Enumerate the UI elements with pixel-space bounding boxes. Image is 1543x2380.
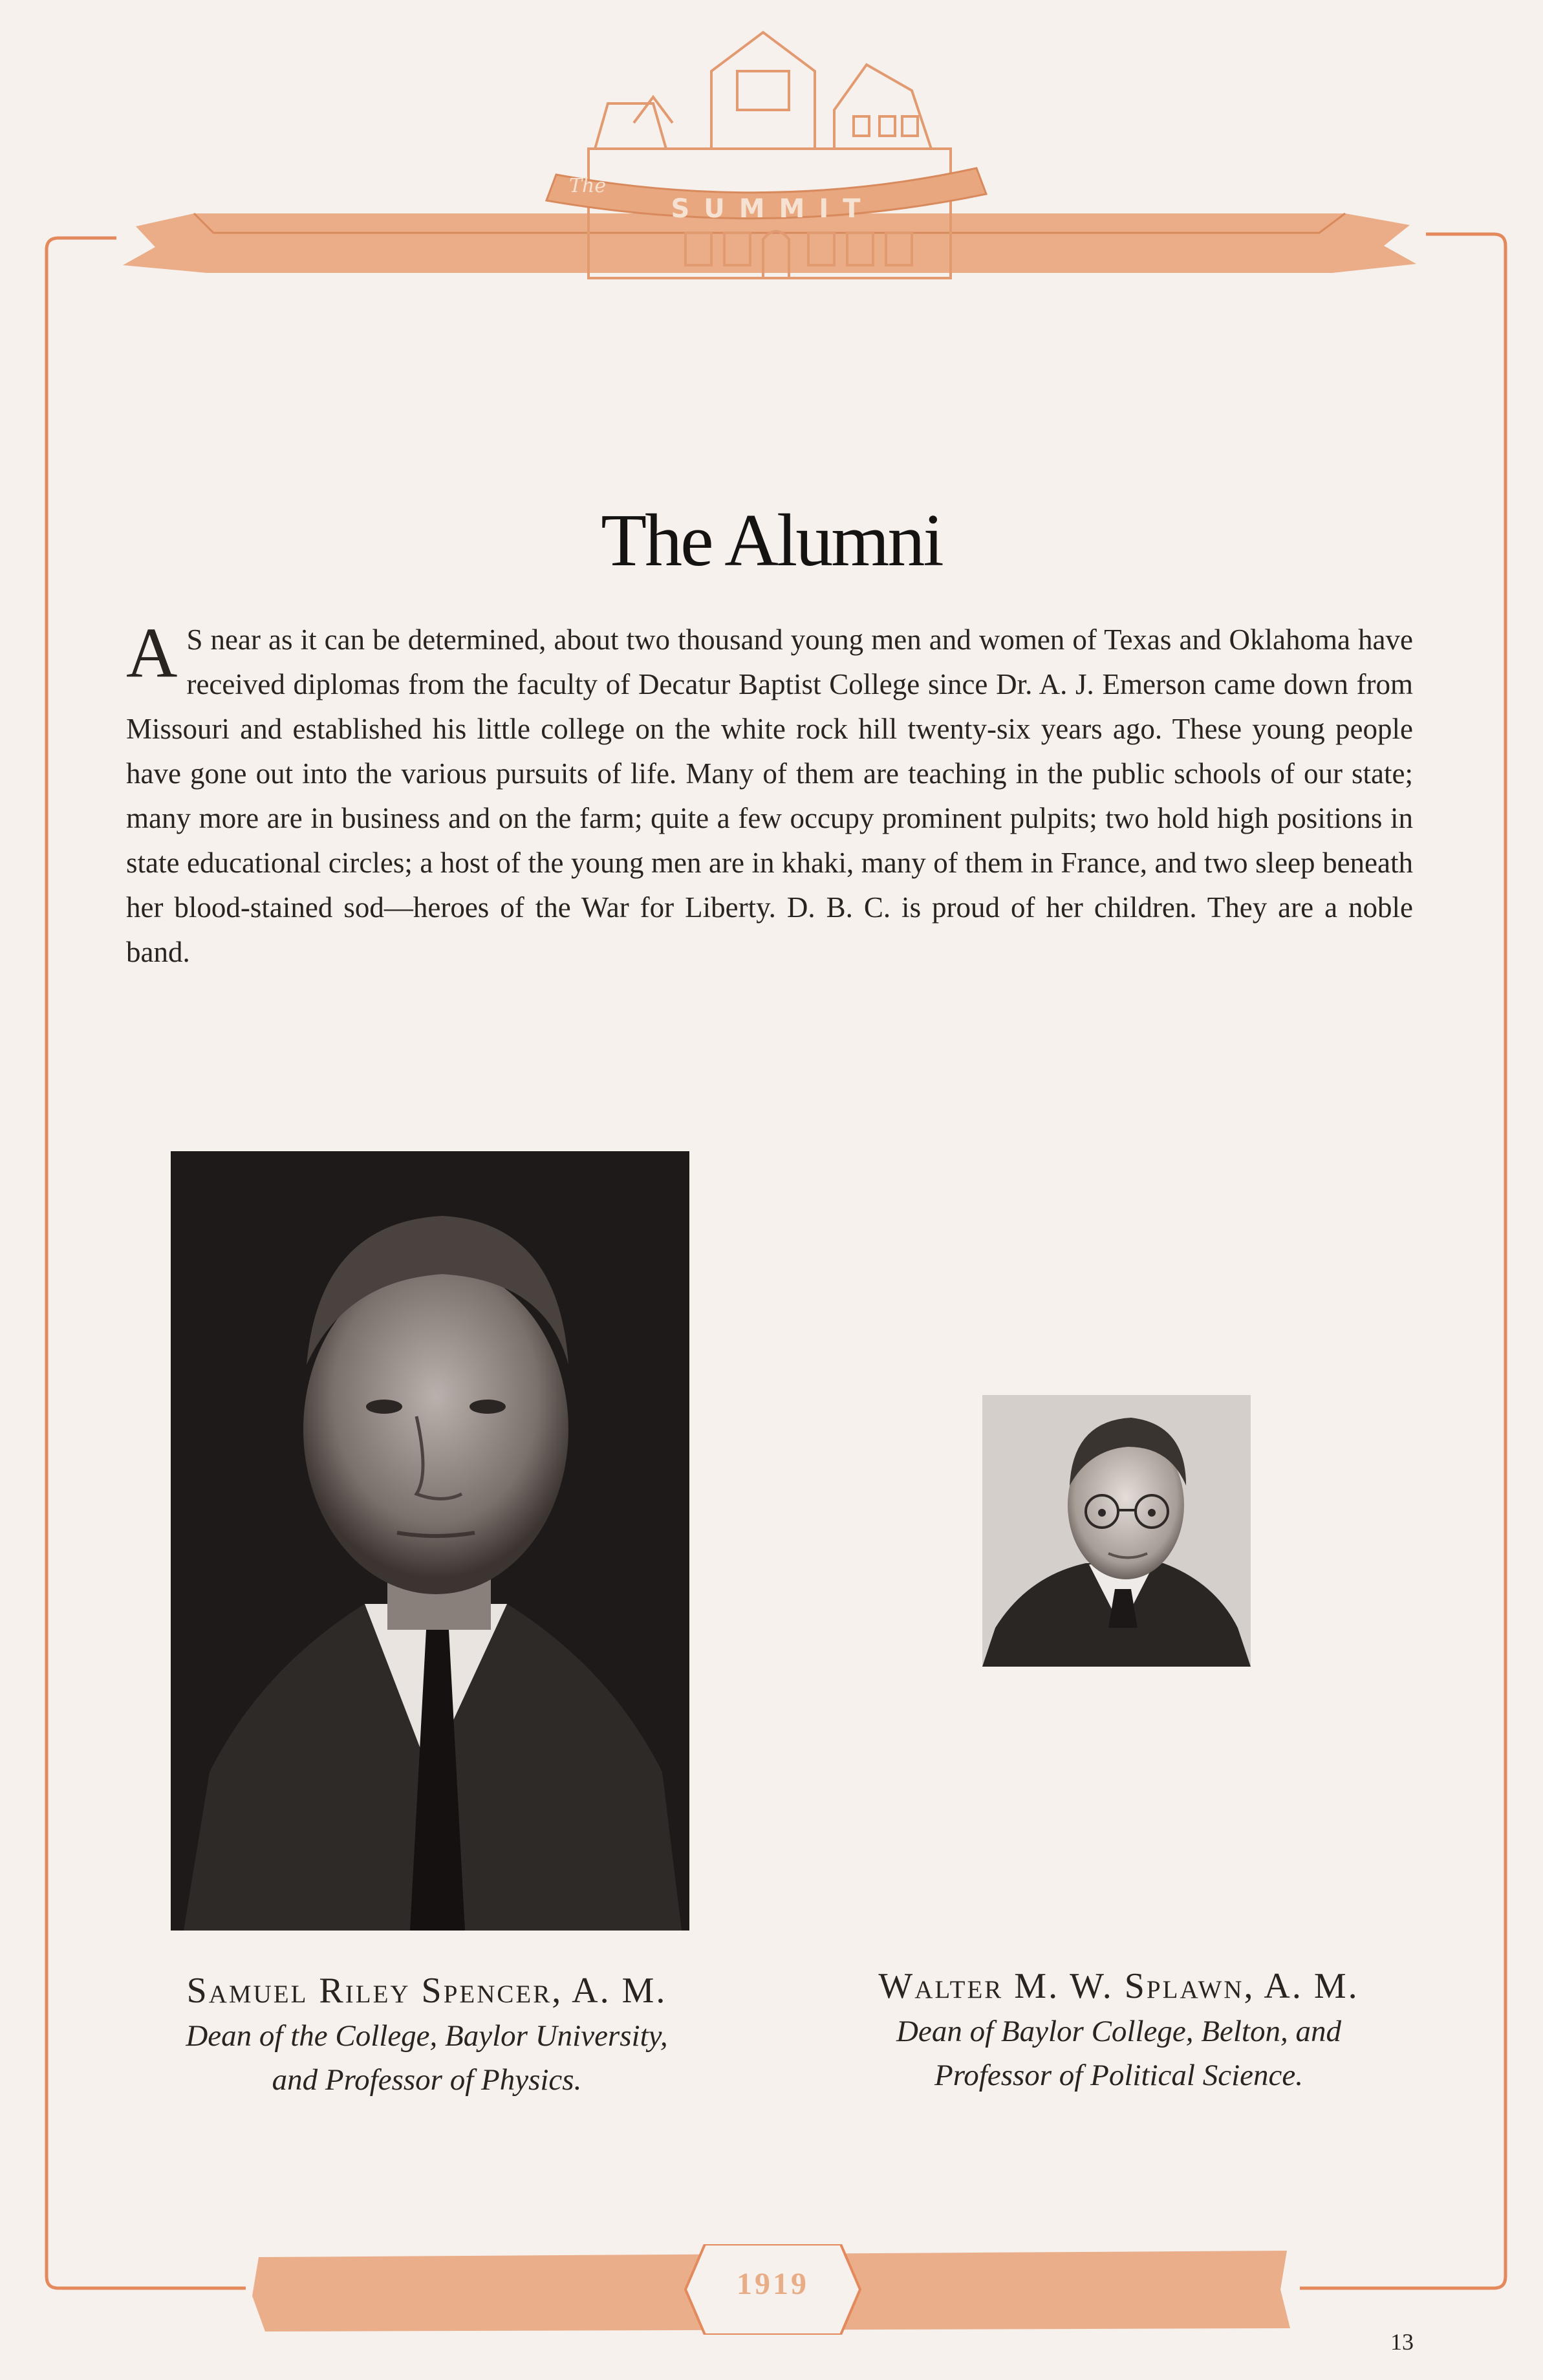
caption-spencer <box>110 1967 744 2102</box>
person-role-line1: Dean of the College, Baylor University, <box>186 2019 668 2053</box>
page-number: 13 <box>1390 2329 1414 2355</box>
person-name: Samuel Riley Spencer, A. M. <box>186 1971 667 2011</box>
person-role-line2: and Professor of Physics. <box>272 2063 582 2097</box>
page-title: The Alumni <box>601 499 942 582</box>
college-building-illustration <box>116 19 1429 298</box>
banner-title: SUMMIT <box>671 194 875 224</box>
banner-prefix: The <box>569 175 607 197</box>
intro-text: S near as it can be determined, about two thousand young men and women of Texas and Oklahoma have received diplomas from the faculty of Decatur Baptist College since Dr. A. J. Emerson came down from Missouri and established his little college on the white rock hill twenty-six years ago. These young people have gone out into the various pursuits of life. Many of them are teaching in the public schools of our state; many more are in business and on the farm; quite a few occupy prominent pulpits; two hold high positions in state educational circles; a host of the young men are in khaki, many of them in France, and two sleep beneath her blood-stained sod—heroes of the War for Liberty. D. B. C. is proud of her children. They are a noble band. <box>126 623 1413 968</box>
portrait-spencer <box>171 1151 689 1931</box>
portrait-splawn <box>982 1395 1251 1667</box>
header-ornament <box>116 19 1429 298</box>
person-role-line2: Professor of Political Science. <box>934 2059 1303 2092</box>
person-name: Walter M. W. Splawn, A. M. <box>878 1966 1359 2006</box>
person-role-line1: Dean of Baylor College, Belton, and <box>896 2015 1341 2048</box>
drop-cap: A <box>126 613 178 692</box>
footer-ornament <box>252 2244 1293 2335</box>
intro-paragraph <box>126 613 1413 975</box>
year-emblem: 1919 <box>737 2267 809 2301</box>
caption-splawn <box>802 1963 1436 2097</box>
